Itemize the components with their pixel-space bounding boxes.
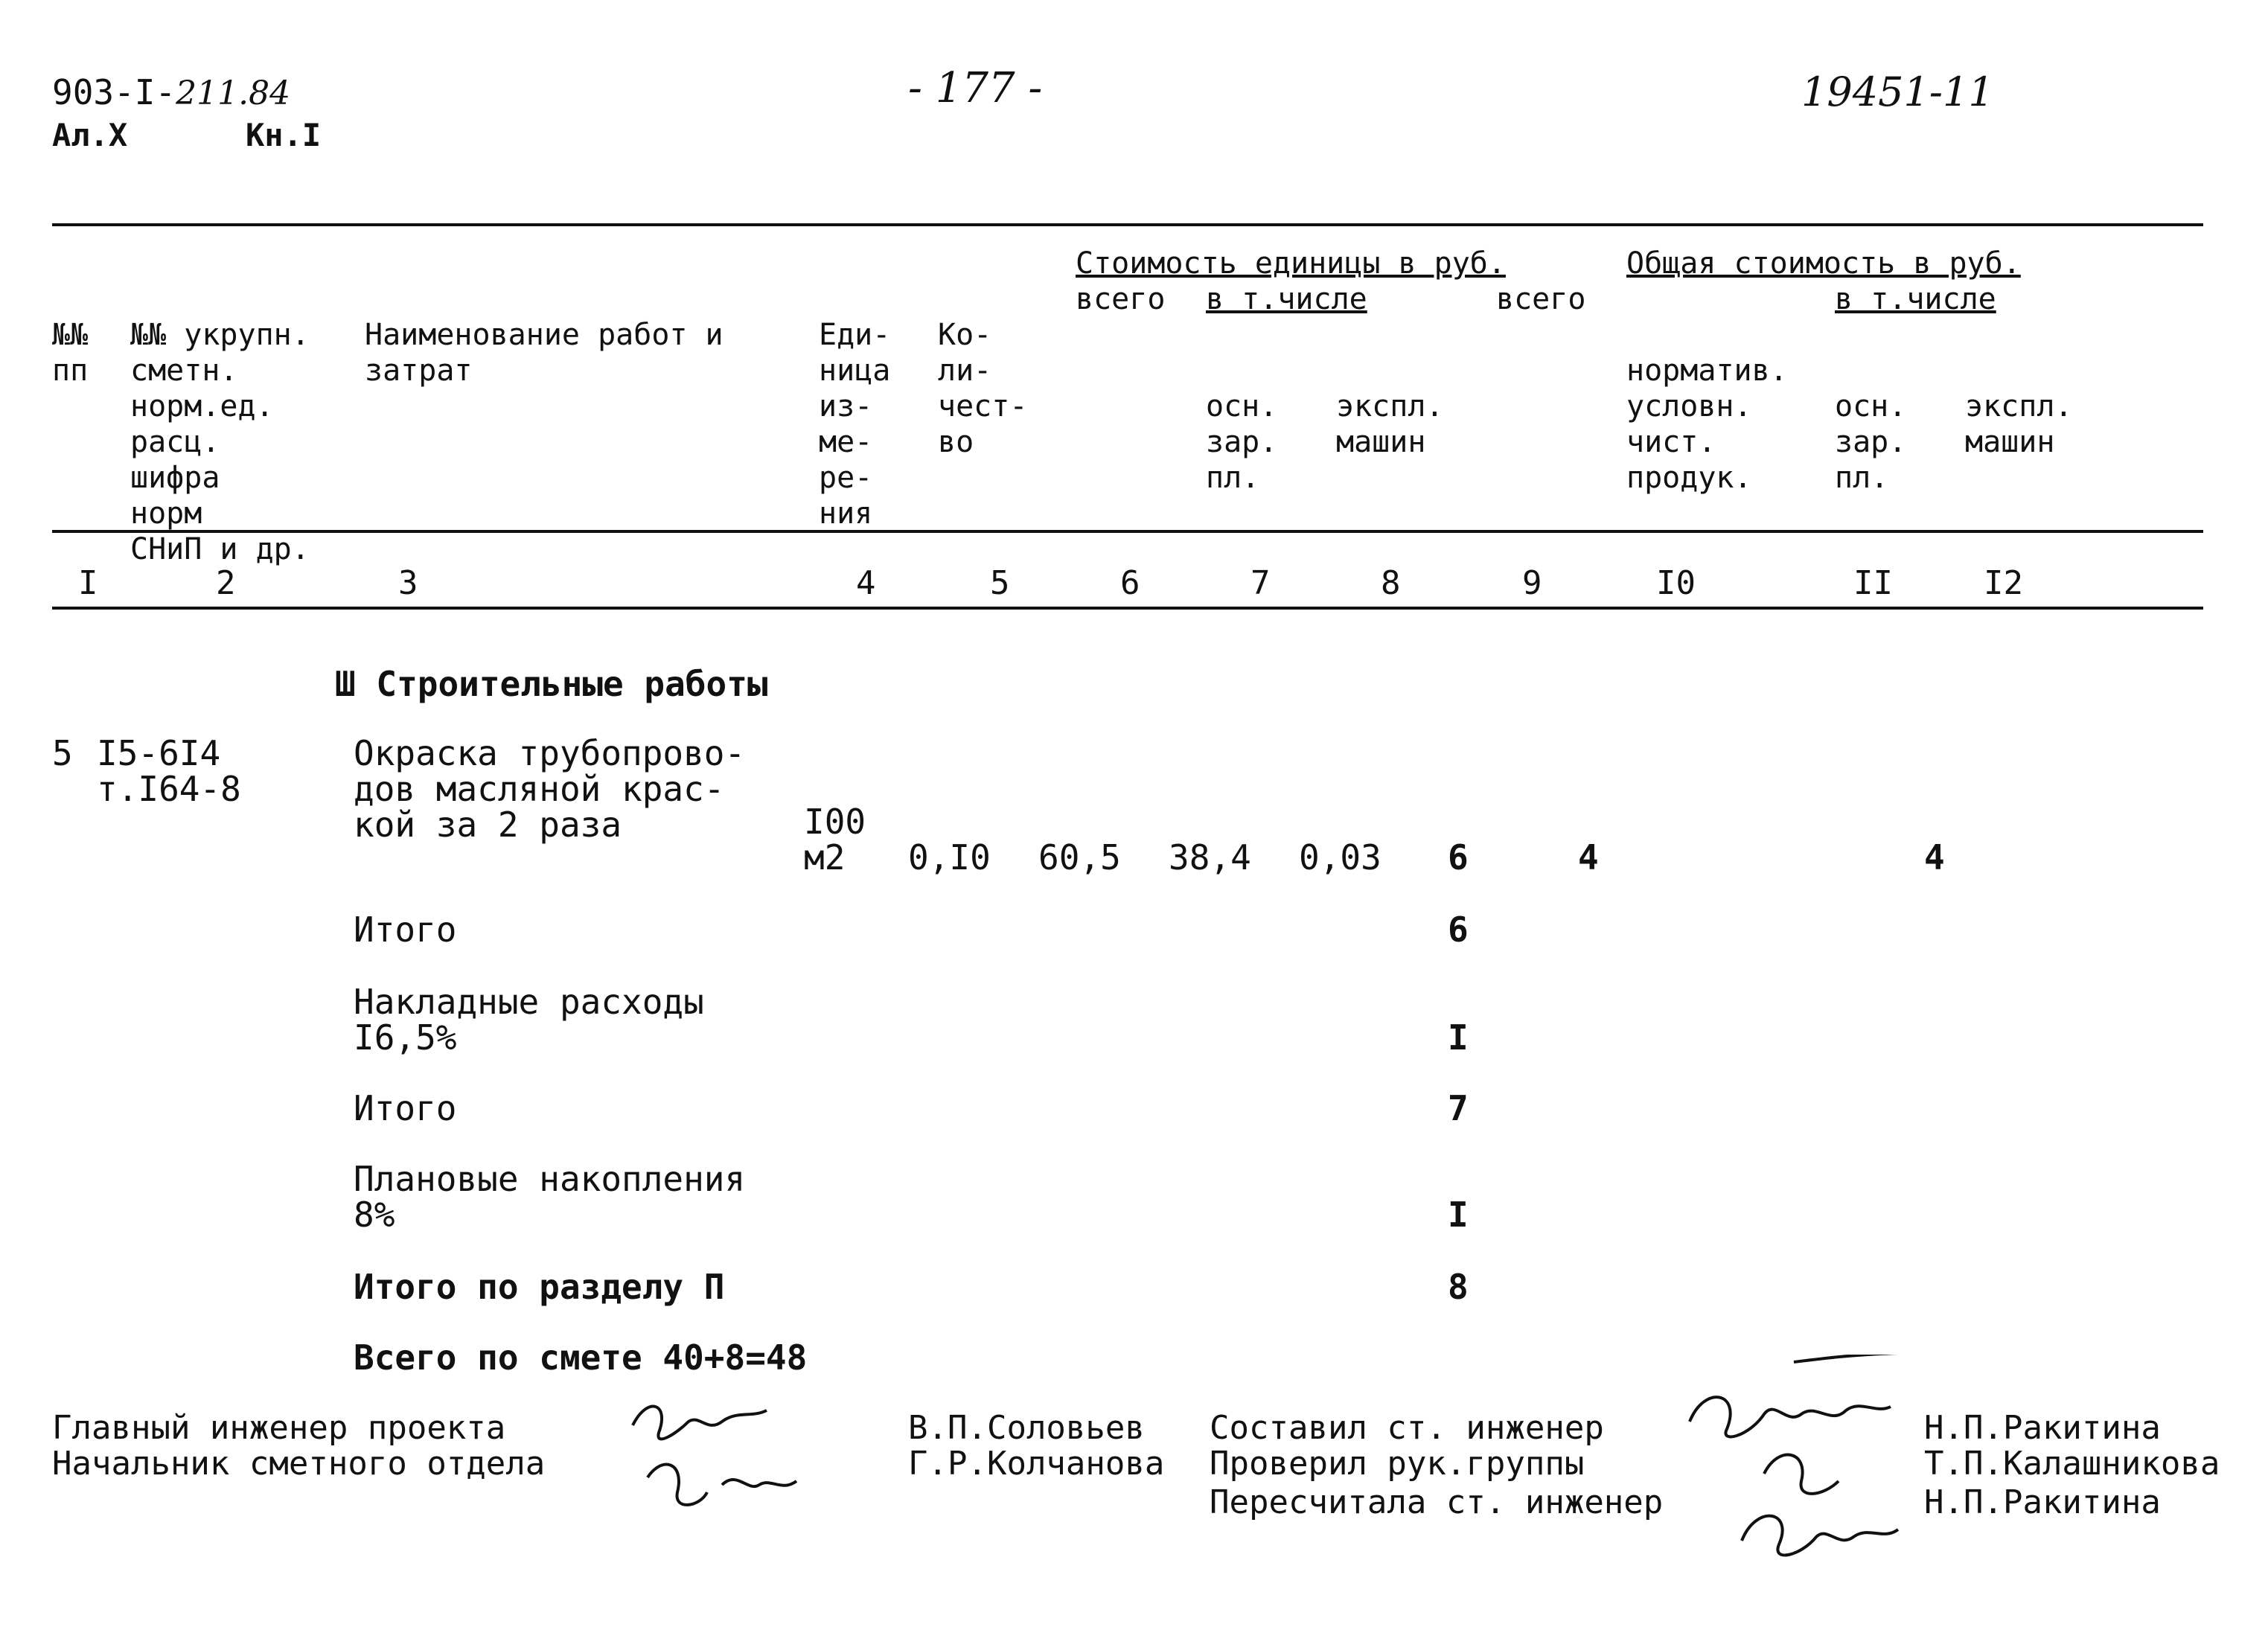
table-top-rule <box>52 223 2203 226</box>
summary-label: Итого по разделу П <box>354 1267 725 1307</box>
summary-label: Плановые накопления <box>354 1159 746 1199</box>
item-code: I5-6I4 <box>97 733 221 773</box>
column-number: 3 <box>398 564 418 602</box>
signer-title: Проверил рук.группы <box>1210 1445 1585 1483</box>
signer-title: Составил ст. инженер <box>1210 1409 1604 1447</box>
item-unit-wage: 38,4 <box>1169 837 1251 878</box>
column-number: I2 <box>1984 564 2023 602</box>
column-number: 5 <box>990 564 1010 602</box>
header-col4: Еди- ница из- ме- ре- ния <box>819 318 891 531</box>
column-number: 9 <box>1522 564 1542 602</box>
header-col3: Наименование работ и затрат <box>365 318 723 388</box>
signer-name: Г.Р.Колчанова <box>908 1445 1165 1483</box>
column-number: 4 <box>856 564 876 602</box>
header-col1: №№ пп <box>52 318 89 388</box>
column-numbers-rule <box>52 607 2203 610</box>
album-label: Ал.X <box>52 117 128 153</box>
column-number: 7 <box>1250 564 1271 602</box>
summary-value: I <box>1448 1017 1469 1058</box>
summary-label-rate: I6,5% <box>354 1017 457 1058</box>
column-number: 2 <box>216 564 236 602</box>
header-col12: экспл. машин <box>1965 389 2073 459</box>
summary-label: Итого <box>354 910 457 950</box>
item-name-line: Окраска трубопрово- <box>354 733 746 773</box>
header-col2: №№ укрупн. сметн. норм.ед. расц. шифра норм СНиП и др. <box>130 318 310 566</box>
document-code <box>52 74 290 112</box>
archive-number: 19451-11 <box>1801 68 1994 115</box>
signer-name: Т.П.Калашникова <box>1924 1445 2220 1483</box>
document-code-handwritten: 211.84 <box>176 74 291 112</box>
signer-title: Пересчитала ст. инженер <box>1210 1483 1664 1521</box>
section-title: Ш Строительные работы <box>335 664 768 704</box>
header-col6: всего <box>1076 282 1166 316</box>
item-number: 5 <box>52 733 73 773</box>
header-col8: экспл. машин <box>1336 389 1444 459</box>
summary-value: 6 <box>1448 910 1469 950</box>
header-bottom-rule <box>52 530 2203 533</box>
header-col9: всего <box>1496 282 1586 316</box>
item-unit: I00 <box>804 802 866 842</box>
column-number: I <box>78 564 98 602</box>
summary-label: Накладные расходы <box>354 982 704 1022</box>
summary-value: I <box>1448 1195 1469 1235</box>
header-incl-unit: в т.числе <box>1206 282 1367 316</box>
summary-label: Итого <box>354 1088 457 1128</box>
signer-name: В.П.Соловьев <box>908 1409 1145 1447</box>
grand-total: Всего по смете 40+8=48 <box>354 1337 808 1378</box>
summary-label-rate: 8% <box>354 1195 395 1235</box>
header-total-cost-title: Общая стоимость в руб. <box>1626 246 2021 281</box>
document-code-prefix: 903-I- <box>52 72 176 112</box>
item-code-table: т.I64-8 <box>97 769 241 809</box>
signature-chief-engineer <box>618 1381 834 1544</box>
page-number: - 177 - <box>908 64 1043 112</box>
column-number: 6 <box>1120 564 1140 602</box>
header-incl-total: в т.числе <box>1835 282 1996 316</box>
item-unit-measure: м2 <box>804 837 846 878</box>
header-col5: Ко- ли- чест- во <box>938 318 1028 459</box>
signature-compiler <box>1675 1355 1920 1578</box>
item-name-line: дов масляной крас- <box>354 769 725 809</box>
header-col11: осн. зар. пл. <box>1835 389 1907 495</box>
signer-title: Главный инженер проекта <box>52 1409 506 1447</box>
item-unit-machine: 0,03 <box>1299 837 1381 878</box>
signer-title: Начальник сметного отдела <box>52 1445 546 1483</box>
item-total-machine: 4 <box>1924 837 1945 878</box>
item-quantity: 0,I0 <box>908 837 991 878</box>
header-col7: осн. зар. пл. <box>1206 389 1278 495</box>
item-normative: 4 <box>1578 837 1599 878</box>
column-number: I0 <box>1656 564 1696 602</box>
signer-name: Н.П.Ракитина <box>1924 1409 2161 1447</box>
column-number: II <box>1853 564 1893 602</box>
item-total: 6 <box>1448 837 1469 878</box>
header-unit-cost-title: Стоимость единицы в руб. <box>1076 246 1506 281</box>
header-col10: норматив. условн. чист. продук. <box>1626 354 1788 495</box>
signer-name: Н.П.Ракитина <box>1924 1483 2161 1521</box>
item-unit-total: 60,5 <box>1038 837 1121 878</box>
summary-value: 8 <box>1448 1267 1469 1307</box>
book-label: Кн.I <box>246 117 322 153</box>
item-name-line: кой за 2 раза <box>354 805 622 845</box>
column-number: 8 <box>1381 564 1401 602</box>
summary-value: 7 <box>1448 1088 1469 1128</box>
